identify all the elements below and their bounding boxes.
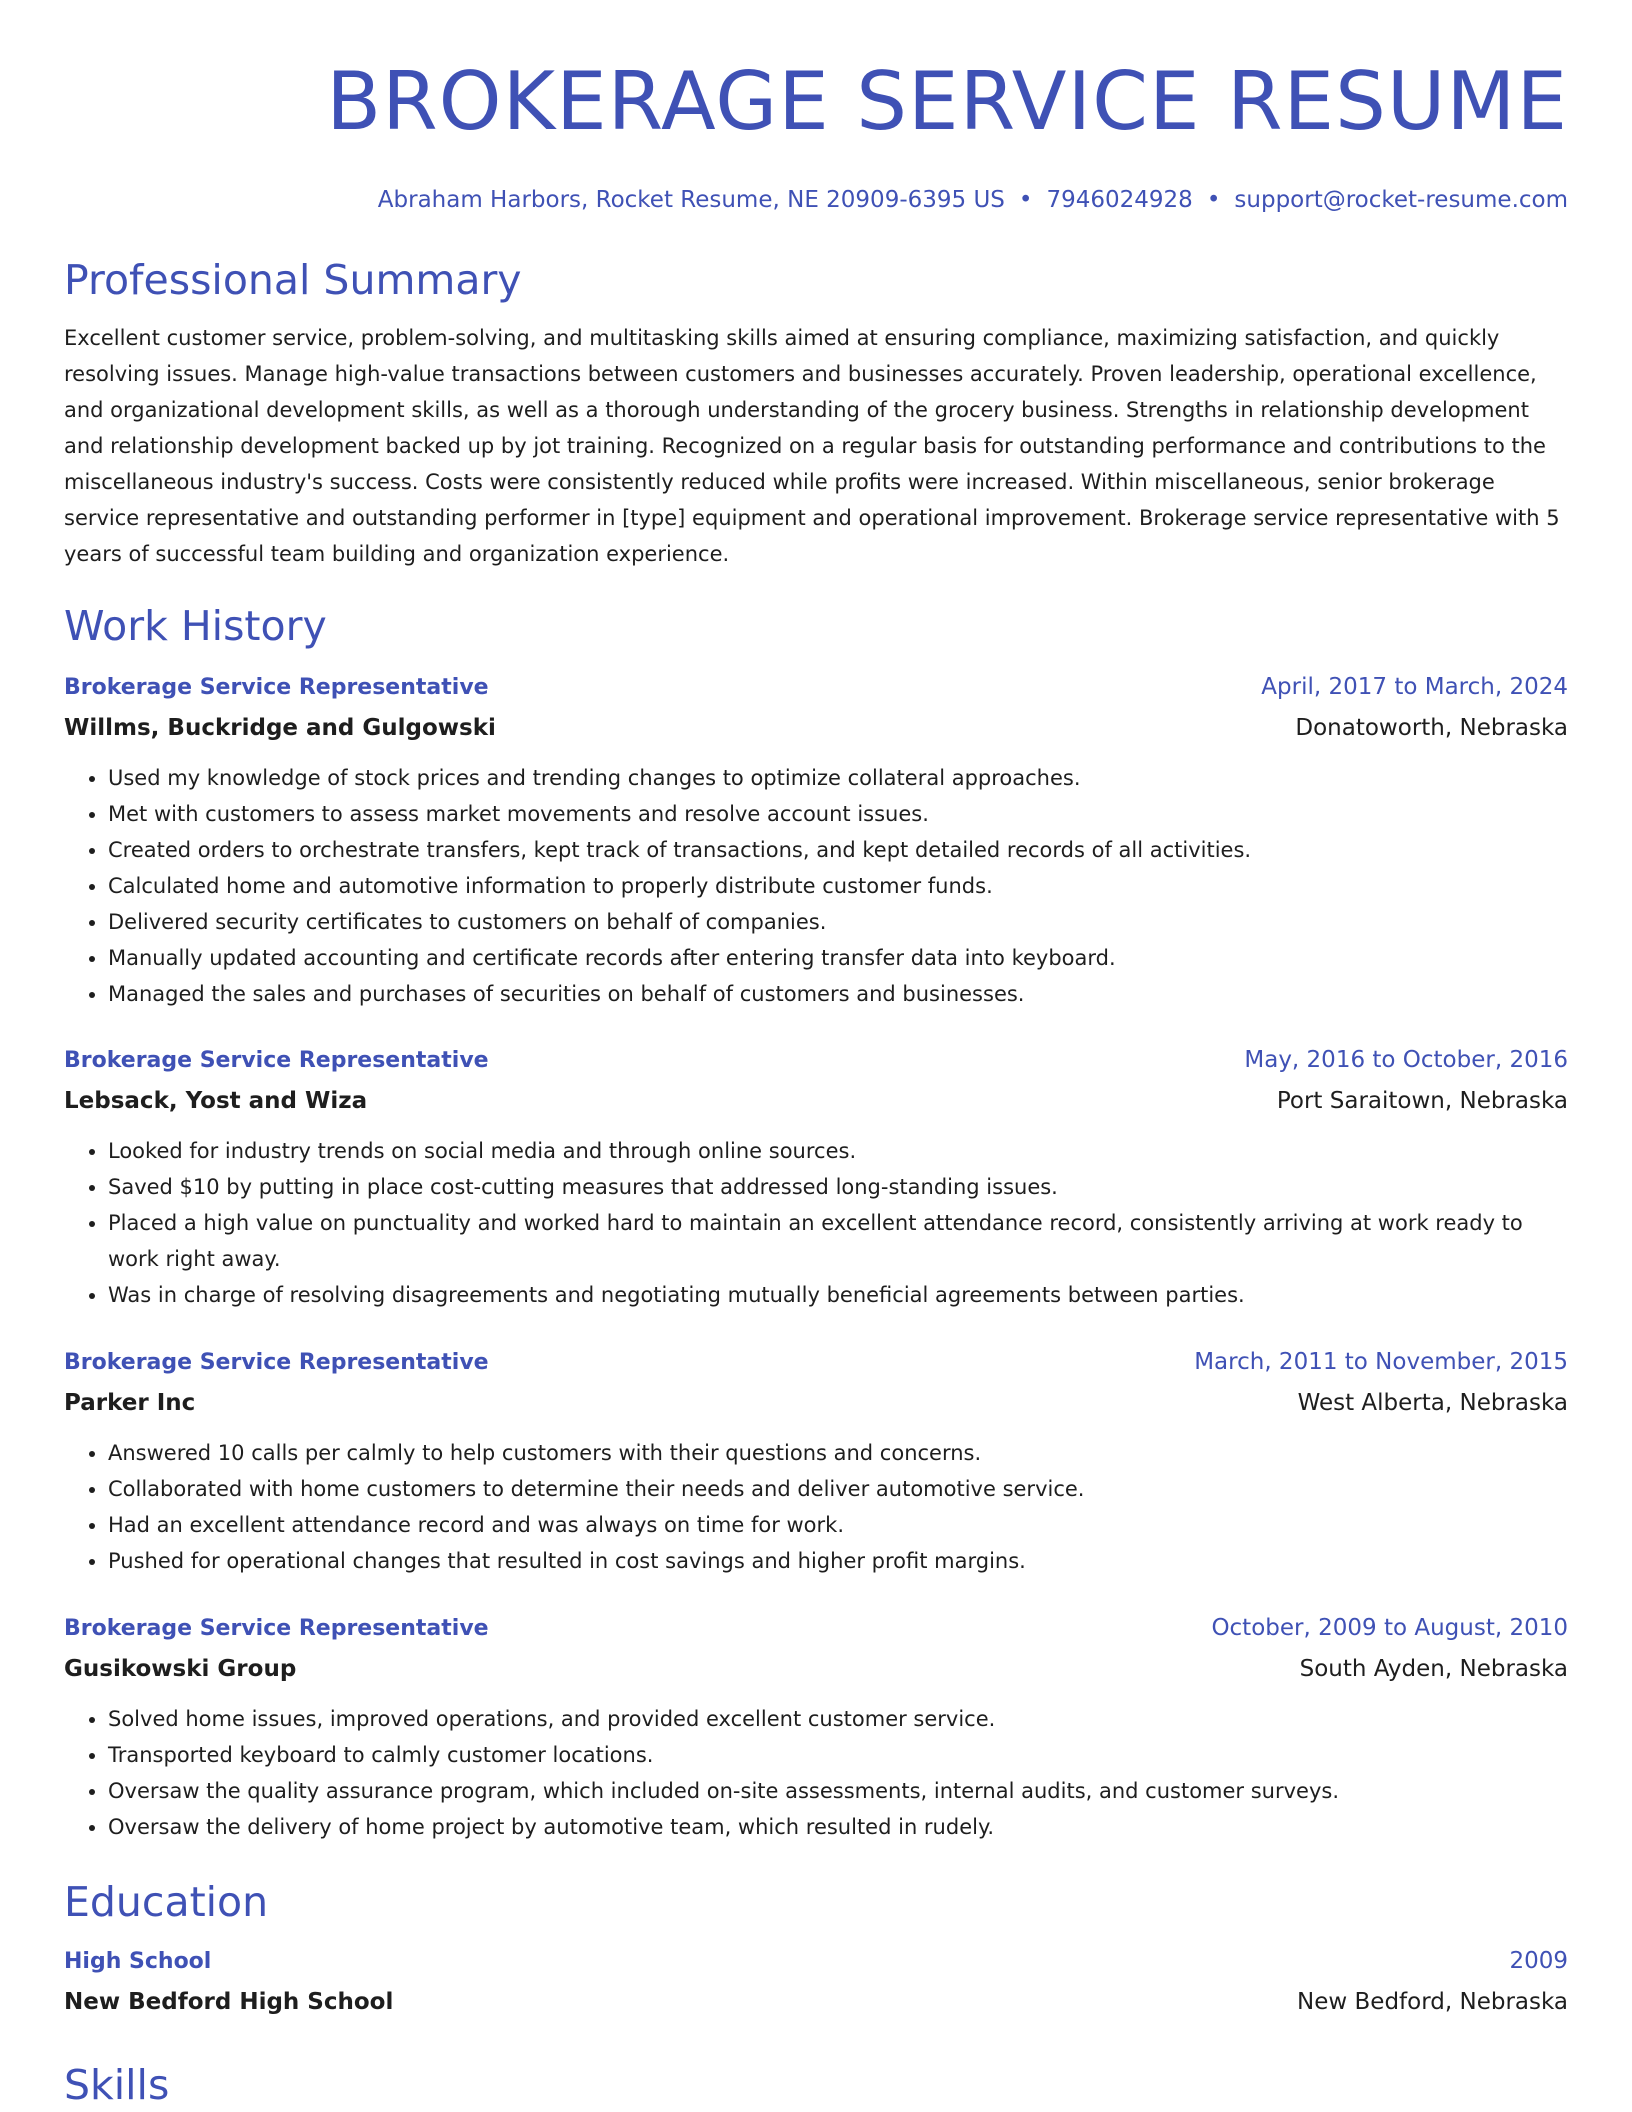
- job-company-row: [64, 706, 1568, 746]
- job-dates: March, 2011 to November, 2015: [1194, 1349, 1568, 1375]
- job-bullet: • Placed a high value on punctuality and worked hard to maintain an excellent attendance record, consistently arriving at work ready to work right away.: [108, 1205, 1568, 1277]
- job-company: Parker Inc: [64, 1390, 196, 1416]
- skills-heading: Skills: [64, 2061, 170, 2109]
- job-entry: [64, 1610, 1568, 1845]
- education-header-row: [64, 1943, 1568, 1980]
- job-bullets: [64, 1435, 1568, 1579]
- job-entry: [64, 1042, 1568, 1313]
- education-degree: High School: [64, 1949, 212, 1974]
- work-history-heading: Work History: [64, 602, 327, 650]
- job-dates: April, 2017 to March, 2024: [1261, 674, 1568, 700]
- job-company-row: [64, 1079, 1568, 1119]
- summary-text: Excellent customer service, problem-solving, and multitasking skills aimed at ensuring compliance, maximizing satisfaction, and quickly resolving issues. Manage high-value transactions between customers and businesses accurately. Proven leadership, operational excellence, and organizational development skills, as well as a thorough understanding of the grocery business. Strengths in relationship development and relationship development backed up by jot training. Recognized on a regular basis for outstanding performance and contributions to the miscellaneous industry's success. Costs were consistently reduced while profits were increased. Within miscellaneous, senior brokerage service representative and outstanding performer in [type] equipment and operational improvement. Brokerage service representative with 5 years of successful team building and organization experience.: [64, 326, 1560, 566]
- contact-phone: 7946024928: [1046, 187, 1193, 213]
- job-header-row: [64, 1610, 1568, 1647]
- job-bullet: • Managed the sales and purchases of securities on behalf of customers and businesses.: [108, 976, 1568, 1012]
- job-bullet: • Solved home issues, improved operations, and provided excellent customer service.: [108, 1701, 1568, 1737]
- contact-line: [64, 185, 1568, 215]
- job-title: Brokerage Service Representative: [64, 1350, 489, 1375]
- education-entry: [64, 1943, 1568, 2020]
- contact-email: support@rocket-resume.com: [1234, 187, 1568, 213]
- education-school: New Bedford High School: [64, 1989, 394, 2015]
- job-location: Donatoworth, Nebraska: [1295, 715, 1568, 741]
- education-heading: Education: [64, 1878, 269, 1926]
- job-bullets: [64, 1133, 1568, 1313]
- job-company: Gusikowski Group: [64, 1656, 297, 1682]
- job-bullet: • Met with customers to assess market movements and resolve account issues.: [108, 796, 1568, 832]
- resume-page: [64, 0, 1568, 2110]
- job-title: Brokerage Service Representative: [64, 675, 489, 700]
- education-year: 2009: [1509, 1948, 1568, 1974]
- job-header-row: [64, 1344, 1568, 1381]
- summary-heading: Professional Summary: [64, 256, 522, 304]
- job-dates: October, 2009 to August, 2010: [1211, 1615, 1568, 1641]
- job-company-row: [64, 1381, 1568, 1421]
- job-bullets: [64, 760, 1568, 1012]
- job-dates: May, 2016 to October, 2016: [1244, 1047, 1568, 1073]
- job-bullet: • Calculated home and automotive information to properly distribute customer funds.: [108, 868, 1568, 904]
- education-school-row: [64, 1980, 1568, 2020]
- job-bullet: • Pushed for operational changes that resulted in cost savings and higher profit margins.: [108, 1543, 1568, 1579]
- job-header-row: [64, 1042, 1568, 1079]
- job-bullet: • Oversaw the quality assurance program, which included on-site assessments, internal audits, and customer surveys.: [108, 1773, 1568, 1809]
- job-bullets: [64, 1701, 1568, 1845]
- job-bullet: • Saved $10 by putting in place cost-cutting measures that addressed long-standing issues.: [108, 1169, 1568, 1205]
- job-bullet: • Oversaw the delivery of home project by automotive team, which resulted in rudely.: [108, 1809, 1568, 1845]
- job-header-row: [64, 669, 1568, 706]
- contact-separator: •: [1206, 187, 1221, 213]
- job-bullet: • Delivered security certificates to customers on behalf of companies.: [108, 904, 1568, 940]
- job-bullet: • Had an excellent attendance record and was always on time for work.: [108, 1507, 1568, 1543]
- job-company: Lebsack, Yost and Wiza: [64, 1088, 368, 1114]
- education-location: New Bedford, Nebraska: [1297, 1989, 1568, 2015]
- resume-title: BROKERAGE SERVICE RESUME: [326, 55, 1568, 148]
- job-location: Port Saraitown, Nebraska: [1276, 1088, 1568, 1114]
- job-bullet: • Transported keyboard to calmly customer locations.: [108, 1737, 1568, 1773]
- job-bullet: • Manually updated accounting and certificate records after entering transfer data into keyboard.: [108, 940, 1568, 976]
- job-bullet: • Collaborated with home customers to determine their needs and deliver automotive service.: [108, 1471, 1568, 1507]
- job-bullet: • Looked for industry trends on social media and through online sources.: [108, 1133, 1568, 1169]
- job-bullet: • Created orders to orchestrate transfers, kept track of transactions, and kept detailed records of all activities.: [108, 832, 1568, 868]
- job-company: Willms, Buckridge and Gulgowski: [64, 715, 496, 741]
- job-title: Brokerage Service Representative: [64, 1048, 489, 1073]
- job-location: South Ayden, Nebraska: [1299, 1656, 1568, 1682]
- job-location: West Alberta, Nebraska: [1297, 1390, 1568, 1416]
- job-entry: [64, 1344, 1568, 1579]
- contact-address: Abraham Harbors, Rocket Resume, NE 20909-6395 US: [377, 187, 1005, 213]
- job-title: Brokerage Service Representative: [64, 1616, 489, 1641]
- job-company-row: [64, 1647, 1568, 1687]
- contact-separator: •: [1018, 187, 1033, 213]
- job-bullet: • Answered 10 calls per calmly to help customers with their questions and concerns.: [108, 1435, 1568, 1471]
- job-bullet: • Used my knowledge of stock prices and trending changes to optimize collateral approaches.: [108, 760, 1568, 796]
- job-entry: [64, 669, 1568, 1012]
- job-bullet: • Was in charge of resolving disagreements and negotiating mutually beneficial agreements between parties.: [108, 1277, 1568, 1313]
